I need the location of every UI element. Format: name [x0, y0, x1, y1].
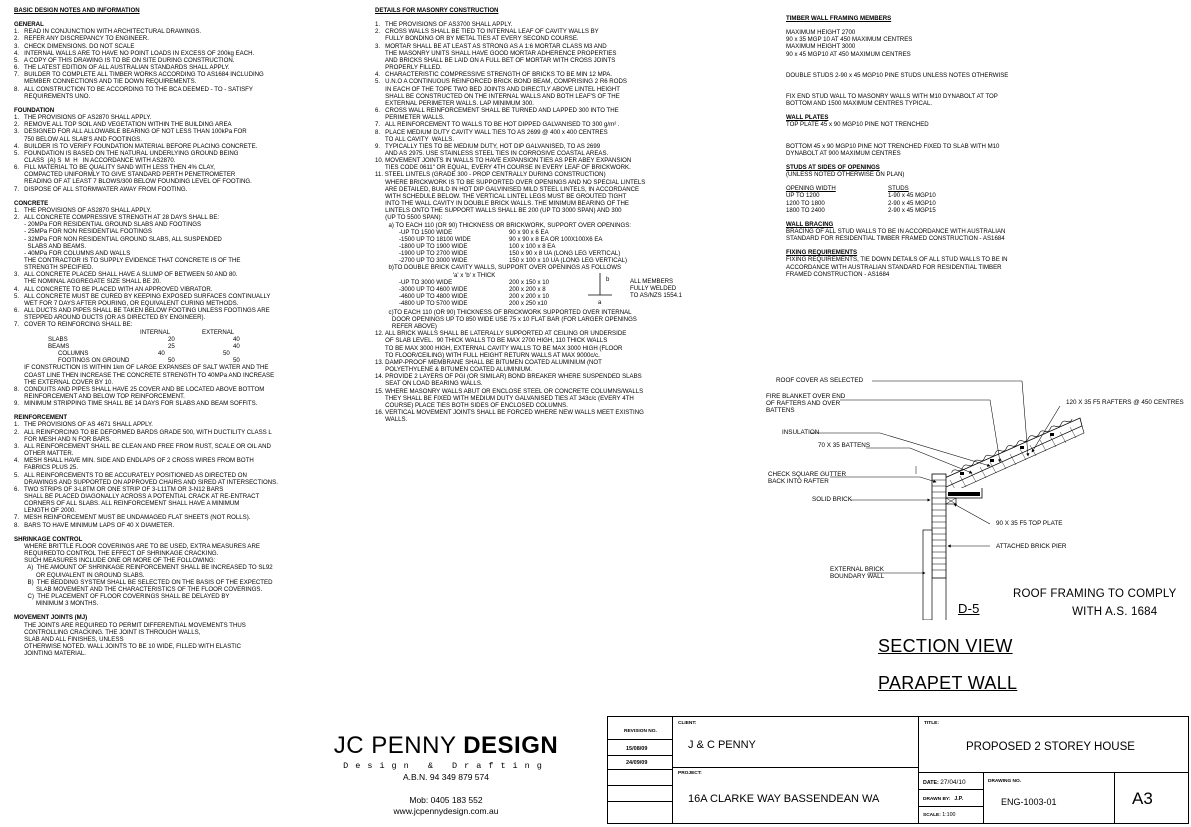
note-line: OTHER MATTER.	[14, 450, 74, 458]
note-line: 9. MINIMUM STRIPPING TIME SHALL BE 14 DAYS FOR SLABS AND BEAM SOFFITS.	[14, 400, 258, 408]
heading-wall-bracing: WALL BRACING	[786, 220, 834, 228]
note-line: 1. THE PROVISIONS OF AS2870 SHALL APPLY.	[14, 206, 152, 214]
note-line: OR EQUIVALENT IN GROUND SLABS.	[14, 571, 145, 579]
lintel-row: -2700 UP TO 3000 WIDE 150 x 100 x 10 UA (LONG LEG VERTICAL)	[399, 257, 628, 265]
lintel-row: -UP TO 1500 WIDE 90 x 90 x 6 EA	[399, 228, 549, 236]
studs-row: 1800 TO 2400 2-90 x 45 MGP15	[786, 206, 936, 214]
note-line: FIX END STUD WALL TO MASONRY WALLS WITH M10 DYNABOLT AT TOP	[786, 92, 998, 100]
note-line: (UNLESS NOTED OTHERWISE ON PLAN)	[786, 171, 905, 179]
notes-column-timber	[786, 15, 1066, 278]
comply-note: ROOF FRAMING TO COMPLY WITH A.S. 1684	[1013, 588, 1177, 618]
note-line: 12. ALL BRICK WALLS SHALL BE LATERALLY SUPPORTED AT CEILING OR UNDERSIDE	[375, 330, 627, 338]
note-line: FABRICS PLUS 25.	[14, 464, 79, 472]
concrete-notes	[14, 207, 344, 329]
note-line: A) THE AMOUNT OF SHRINKAGE REINFORCEMENT SHALL BE INCREASED TO SL92	[14, 564, 273, 572]
detail-reference: D-5	[958, 601, 980, 616]
note-line: PERIMETER WALLS.	[375, 114, 445, 122]
label-rafters: 120 X 35 F5 RAFTERS @ 450 CENTRES	[1066, 399, 1184, 406]
lintel-row: -4600 UP TO 4800 WIDE 200 x 200 x 10	[399, 293, 549, 301]
label-battens: 70 X 35 BATTENS	[818, 442, 871, 449]
scale-value: 1:100	[942, 812, 956, 818]
note-line: REINFORCEMENT AND BELOW TOP REINFORCEMENT.	[14, 392, 185, 400]
note-line: 2. CROSS WALLS SHALL BE TIED TO INTERNAL LEAF OF CAVITY WALLS BY	[375, 28, 599, 36]
section-view-title: SECTION VIEW	[878, 636, 1013, 656]
lintel-row: -UP TO 3000 WIDE 200 x 150 x 10	[399, 278, 549, 286]
note-line: STEPPED AROUND DUCTS (OR AS DIRECTED BY ENGINEER).	[14, 314, 206, 322]
note-line: 90 x 35 MGP 10 AT 450 MAXIMUM CENTRES	[786, 36, 913, 44]
note-line: IF CONSTRUCTION IS WITHIN 1km OF LARGE EXPANSES OF SALT WATER AND THE	[14, 364, 269, 372]
note-line: c)TO EACH 110 (OR 90) THICKNESS OF BRICKWORK SUPPORTED OVER INTERNAL	[375, 308, 632, 316]
note-line: - 25MPa FOR NON RESIDENTIAL FOOTINGS	[14, 228, 152, 236]
note-line: - 40MPa FOR COLUMNS AND WALLS	[14, 249, 131, 257]
revision-label: REVISION NO.	[624, 729, 657, 734]
note-line: 9. TYPICALLY TIES TO BE MEDIUM DUTY, HOT DIP GALVANISED, TO AS 2699	[375, 142, 601, 150]
label-fire-blanket: FIRE BLANKET OVER END OF RAFTERS AND OVER BATTENS	[766, 393, 846, 414]
lintel-table-b	[375, 279, 549, 308]
title-label: TITLE:	[924, 721, 939, 726]
scale-label: SCALE: 1:100	[923, 812, 956, 818]
note-line: THE EXTERNAL COVER BY 10.	[14, 378, 114, 386]
heading-masonry: DETAILS FOR MASONRY CONSTRUCTION	[375, 7, 499, 14]
welded-note: ALL MEMBERS FULLY WELDED TO AS/NZS 1554.1	[630, 277, 683, 300]
project-address: 16A CLARKE WAY BASSENDEAN WA	[688, 793, 880, 805]
note-line: DRAWINGS AND SUPPORTED ON APPROVED CHAIRS AND SIRED AT INTERSECTIONS.	[14, 478, 278, 486]
masonry-notes-cont	[375, 309, 705, 424]
note-line: SLABS AND BEAMS.	[14, 242, 87, 250]
masonry-notes	[375, 21, 705, 229]
note-line: 2. REFER ANY DISCREPANCY TO ENGINEER.	[14, 35, 149, 43]
note-line: THE NOMINAL AGGREGATE SIZE SHALL BE 20.	[14, 278, 161, 286]
note-line: (UP TO 5500 SPAN):	[375, 214, 443, 222]
note-line: THE MASONRY UNITS SHALL HAVE GOOD MORTAR ADHERENCE PROPERTIES	[375, 49, 617, 57]
project-label: PROJECT:	[678, 771, 702, 776]
note-line: JOINTING MATERIAL.	[14, 650, 87, 658]
note-line: MEMBER CONNECTIONS AND TIE DOWN REQUIREMENTS.	[14, 78, 197, 86]
sketch-label-a: a	[598, 299, 602, 306]
studs-row: UP TO 1200 1-90 x 45 MGP10	[786, 192, 936, 200]
date-value: 27/04/10	[940, 779, 966, 786]
label-roof-cover: ROOF COVER AS SELECTED	[776, 377, 864, 384]
note-line: THE JOINTS ARE REQUIRED TO PERMIT DIFFERENTIAL MOVEMENTS THUS	[14, 621, 246, 629]
note-line: 7. BUILDER TO COMPLETE ALL TIMBER WORKS ACCORDING TO AS1684 INCLUDING	[14, 71, 264, 79]
note-line: C) THE PLACEMENT OF FLOOR COVERINGS SHALL BE DELAYED BY	[14, 593, 230, 601]
note-line: 16. VERTICAL MOVEMENT JOINTS SHALL BE FORCED WHERE NEW WALLS MEET EXISTING	[375, 408, 644, 416]
studs-table	[786, 185, 1066, 214]
note-line: WHERE BRITTLE FLOOR COVERINGS ARE TO BE USED, EXTRA MEASURES ARE	[14, 542, 260, 550]
drawn-by-label: DRAWN BY: J.P.	[923, 796, 964, 802]
note-line: 7. MESH REINFORCEMENT MUST BE UNDAMAGED FLAT SHEETS (NOT ROLLS).	[14, 514, 251, 522]
label-gutter: CHECK SQUARE GUTTER BACK INTO RAFTER	[768, 471, 847, 485]
movement-joint-notes	[14, 622, 344, 658]
heading-shrinkage: SHRINKAGE CONTROL	[14, 535, 83, 543]
heading-reinforcement: REINFORCEMENT	[14, 414, 68, 422]
note-line: POLYETHYLENE & BITUMEN COATED ALUMINIUM.	[375, 366, 532, 374]
heading-movement-joints: MOVEMENT JOINTS (MJ)	[14, 614, 88, 622]
note-line: 6. TWO STRIPS OF 3-L8TM OR ONE STRIP OF 3-L11TM OR 3-N12 BARS	[14, 485, 224, 493]
parapet-wall-title: PARAPET WALL	[878, 673, 1018, 693]
note-line: MINIMUM 3 MONTHS.	[14, 600, 99, 608]
lintel-row: -4800 UP TO 5700 WIDE 200 x 250 x10	[399, 300, 548, 308]
note-line: 3. ALL REINFORCEMENT SHALL BE CLEAN AND FREE FROM RUST, SCALE OR OIL AND	[14, 442, 271, 450]
note-line: 6. ALL DUCTS AND PIPES SHALL BE TAKEN BELOW FOOTING UNLESS FOOTINGS ARE	[14, 307, 270, 315]
revision-date: 24/09/09	[626, 760, 648, 766]
note-line: PROPERLY FILLED.	[375, 64, 442, 72]
note-line: TO BE MAX 3000 HIGH, EXTERNAL CAVITY WALLS TO BE MAX 3000 HIGH (FLOOR	[375, 344, 623, 352]
lintel-row: -1900 UP TO 2700 WIDE 150 x 90 x 8 UA (LONG LEG VERTICAL)	[399, 250, 621, 258]
note-line: 3. CHECK DIMENSIONS. DO NOT SCALE	[14, 42, 135, 50]
heading-wall-plates: WALL PLATES	[786, 114, 829, 122]
cover-table-header	[48, 329, 344, 336]
note-line: 8. PLACE MEDIUM DUTY CAVITY WALL TIES TO AS 2699 @ 400 x 400 CENTRES	[375, 128, 608, 136]
note-line: LINTELS ONTO THE SUPPORT WALLS SHALL BE 200 (UP TO 3000 SPAN) AND 300	[375, 207, 622, 215]
notes-column-masonry	[375, 7, 705, 423]
note-line: FIXING REQUIREMENTS, TIE DOWN DETAILS OF ALL STUD WALLS TO BE IN	[786, 256, 1008, 264]
company-website: www.jcpennydesign.com.au	[393, 806, 499, 816]
notes-column-general	[14, 7, 344, 657]
note-line: a) TO EACH 110 (OR 90) THICKNESS OR BRICKWORK, SUPPORT OVER OPENINGS:	[375, 221, 631, 229]
note-line: 7. ALL REINFORCEMENT TO WALLS TO BE HOT DIPPED GALVANISED TO 300 g/m² .	[375, 121, 620, 129]
note-line: IN EACH OF THE TOPE TWO BED JOINTS AND DIRECTLY ABOVE LINTEL HEIGHT	[375, 85, 620, 93]
note-line: INTO THE WALL CAVITY IN DOUBLE BRICK WALLS. THE MINIMUM BEARING OF THE	[375, 200, 629, 208]
note-line: OTHERWISE NOTED. WALL JOINTS TO BE 10 WIDE, FILLED WITH ELASTIC	[14, 642, 242, 650]
note-line: B) THE BEDDING SYSTEM SHALL BE SELECTED ON THE BASIS OF THE EXPECTED	[14, 578, 273, 586]
drawn-by-value: J.P.	[954, 796, 964, 802]
note-line: 5. ALL REINFORCEMENTS TO BE ACCURATELY POSITIONED AS DIRECTED ON	[14, 471, 247, 479]
note-line: 4. INTERNAL WALLS ARE TO HAVE NO POINT LOADS IN EXCESS OF 200kg EACH.	[14, 49, 255, 57]
note-line: SLAB AND ALL FINISHES, UNLESS	[14, 635, 124, 643]
note-line: MAXIMUM HEIGHT 2700	[786, 29, 856, 37]
note-line: 8. ALL CONSTRUCTION TO BE ACCORDING TO THE BCA DEEMED - TO - SATISFY	[14, 85, 253, 93]
note-line: STANDARD FOR RESIDENTIAL TIMBER FRAMED CONSTRUCTION - AS1684	[786, 235, 1005, 243]
note-line: WET FOR 7 DAYS AFTER POURING, OR EQUIVALENT CURING METHODS.	[14, 299, 239, 307]
note-line: WALLS.	[375, 416, 408, 424]
heading-fixing: FIXING REQUIREMENTS	[786, 249, 858, 257]
cover-col-internal: INTERNAL	[140, 328, 171, 336]
note-line: DOUBLE STUDS 2-90 x 45 MGP10 PINE STUDS UNLESS NOTES OTHERWISE	[786, 71, 1009, 79]
note-line: 2. ALL CONCRETE COMPRESSIVE STRENGTH AT 28 DAYS SHALL BE:	[14, 214, 220, 222]
note-line: 3. DESIGNED FOR ALL ALLOWABLE BEARING OF NOT LESS THAN 100kPa FOR	[14, 128, 247, 136]
date-label: DATE: 27/04/10	[923, 779, 966, 786]
note-line: 4. ALL CONCRETE TO BE PLACED WITH AN APPROVED VIBRATOR.	[14, 285, 213, 293]
note-line: AND AS 2975. USE STAINLESS STEEL TIES IN CORROSIVE COASTAL AREAS.	[375, 149, 609, 157]
note-line: 2. ALL REINFORCING TO BE DEFORMED BARDS GRADE 500, WITH DUCTILITY CLASS L	[14, 428, 272, 436]
note-line: ARE DETAILED, BUILD IN HOT DIP GALVINISED MILD STEEL LINTELS, IN ACCORDANCE	[375, 185, 640, 193]
label-top-plate: 90 X 35 F5 TOP PLATE	[996, 520, 1063, 527]
note-line: 6. THE LATEST EDITION OF ALL AUSTRALIAN STANDARDS SHALL APPLY.	[14, 64, 230, 72]
note-line: TOP PLATE 45 x 90 MGP10 PINE NOT TRENCHED	[786, 121, 929, 129]
cover-row: SLABS 20 40	[48, 335, 240, 343]
note-line: COURSE) PLACE TIES BOTH SIDES OF ENCLOSED COLUMNS.	[375, 401, 568, 409]
heading-general: GENERAL	[14, 21, 44, 29]
label-boundary-wall: EXTERNAL BRICK BOUNDARY WALL	[830, 566, 885, 580]
note-line: 6. FILL MATERIAL TO BE QUALITY SAND WITH LESS THEN 4% CLAY,	[14, 164, 215, 172]
note-line: REQUIREDTO CONTROL THE EFFECT OF SHRINKAGE CRACKING.	[14, 550, 219, 558]
client-label: CLIENT:	[678, 721, 697, 726]
note-line: 1. THE PROVISIONS OF AS3700 SHALL APPLY.	[375, 21, 513, 29]
note-line: 3. MORTAR SHALL BE AT LEAST AS STRONG AS A 1:6 MORTAR CLASS M3 AND	[375, 42, 607, 50]
note-line: SHALL BE PLACED DIAGONALLY ACROSS A POTENTIAL CRACK AT RE-ENTRACT	[14, 493, 260, 500]
note-line: 1. READ IN CONJUNCTION WITH ARCHITECTURAL DRAWINGS.	[14, 28, 202, 36]
note-line: - 32MPa FOR NON RESIDENTIAL GROUND SLABS, ALL SUSPENDED	[14, 235, 222, 243]
note-line: COMPACTED UNIFORMLY TO GIVE STANDARD PERTH PENETROMETER	[14, 171, 236, 179]
note-line: 1. THE PROVISIONS OF AS2870 SHALL APPLY.	[14, 114, 152, 122]
studs-table-header: OPENING WIDTH STUDS	[786, 185, 909, 193]
note-line: 4. BUILDER IS TO VERIFY FOUNDATION MATERIAL BEFORE PLACING CONCRETE.	[14, 142, 258, 150]
lintel-table-a	[375, 229, 705, 265]
note-line: 11. STEEL LINTELS (GRADE 300 - PROP CENTRALLY DURING CONSTRUCTION)	[375, 171, 606, 179]
note-line: TO FLOOR/CEILING) WITH FULL HEIGHT RETURN WALLS AT MAX 9000c/c.	[375, 351, 600, 359]
general-notes	[14, 28, 344, 100]
note-line: b)TO DOUBLE BRICK CAVITY WALLS, SUPPORT OVER OPENINGS AS FOLLOWS	[375, 264, 622, 272]
note-line: 2. REMOVE ALL TOP SOIL AND VEGETATION WITHIN THE BUILDING AREA	[14, 121, 232, 129]
note-line: TIES CODE 0611" OR EQUAL, EVERY 4TH COURSE IN EVERY LEAF OF BRICKWORK.	[375, 164, 631, 172]
note-line: 'a' x 'b' x THICK	[375, 271, 496, 279]
foundation-notes	[14, 114, 344, 193]
cover-col-external: EXTERNAL	[202, 328, 235, 336]
sketch-label-b: b	[606, 276, 610, 283]
note-line: 7. DISPOSE OF ALL STORMWATER AWAY FROM FOOTING.	[14, 185, 188, 193]
cover-row: FOOTINGS ON GROUND 50 50	[58, 357, 240, 365]
title-block	[607, 716, 1189, 824]
lintel-row: -1500 UP TO 18100 WIDE 90 x 90 x 8 EA OR 100X100X6 EA	[399, 235, 603, 243]
note-line: 13. DAMP-PROOF MEMBRANE SHALL BE BITUMEN COATED ALUMINIUM (NOT	[375, 358, 602, 366]
note-line: STRENGTH SPECIFIED.	[14, 264, 94, 272]
note-line: CONTROLLING CRACKING. THE JOINT IS THROUGH WALLS,	[14, 628, 201, 636]
note-line: AND BRICKS SHALL BE LAID ON A FULL BET OF MORTAR WITH CROSS JOINTS	[375, 56, 616, 64]
note-line: COAST LINE THEN INCREASE THE CONCRETE STRENGTH TO 40MPa AND INCREASE	[14, 371, 275, 379]
note-line: 8. CONDUITS AND PIPES SHALL HAVE 25 COVER AND BE LOCATED ABOVE BOTTOM	[14, 385, 265, 393]
heading-studs-openings: STUDS AT SIDES OF OPENINGS	[786, 163, 880, 171]
note-line: SUCH MEASURES INCLUDE ONE OR MORE OF THE FOLLOWING:	[14, 557, 216, 565]
note-line: OF SLAB LEVEL. 90 THICK WALLS TO BE MAX 2700 HIGH, 110 THICK WALLS	[375, 337, 608, 345]
note-line: SHALL BE CONSTRUCTED ON THE INTERNAL WALLS AND BOTH LEAF'S OF THE	[375, 92, 620, 100]
note-line: 10. MOVEMENT JOINTS IN WALLS TO HAVE EXPANSION TIES AS PER ABEY EXPANSION	[375, 157, 632, 165]
note-line: 5. A COPY OF THIS DRAWING IS TO BE ON SITE DURING CONSTRUCTION.	[14, 56, 235, 64]
cover-row: COLUMNS 40 50	[58, 350, 230, 358]
note-line: 3. ALL CONCRETE PLACED SHALL HAVE A SLUMP OF BETWEEN 50 AND 80.	[14, 271, 238, 279]
note-line: DOOR OPENINGS UP TO 850 WIDE USE 75 x 10 FLAT BAR (FOR LARGER OPENINGS	[375, 315, 637, 323]
note-line: FULLY BONDING OR BY METAL TIES AT EVERY SECOND COURSE.	[375, 35, 579, 43]
note-line: SLAB MOVEMENT AND THE CHARACTERISTICS OF THE FLOOR COVERINGS.	[14, 585, 263, 593]
note-line: THE CONTRACTOR IS TO SUPPLY EVIDENCE THAT CONCRETE IS OF THE	[14, 257, 241, 264]
angle-lintel-sketch	[585, 271, 615, 307]
note-line: 7. COVER TO REINFORCING SHALL BE:	[14, 321, 133, 329]
note-line: DYNABOLT AT 900 MAXIMUM CENTRES	[786, 149, 901, 157]
note-line: 1. THE PROVISIONS OF AS 4671 SHALL APPLY.	[14, 421, 153, 429]
note-line: WHERE BRICKWORK IS TO BE SUPPORTED OVER OPENINGS AND NO SPECIAL LINTELS	[375, 178, 646, 186]
drawing-no-label: DRAWING NO.	[988, 779, 1022, 784]
drawing-number: ENG-1003-01	[1001, 797, 1057, 807]
note-line: BOTTOM AND 1500 MAXIMUM CENTRES TYPICAL.	[786, 100, 933, 108]
company-tagline: Design & Drafting	[343, 761, 549, 771]
note-line: - 20MPa FOR RESIDENTIAL GROUND SLABS AND FOOTINGS	[14, 221, 202, 229]
note-line: REFER ABOVE)	[375, 323, 437, 331]
note-line: TO ALL CAVITY WALLS.	[375, 135, 455, 143]
note-line: BRACING OF ALL STUD WALLS TO BE IN ACCORDANCE WITH AUSTRALIAN	[786, 227, 1006, 235]
note-line: 4. CHARACTERISTIC COMPRESSIVE STRENGTH OF BRICKS TO BE MIN 12 MPA.	[375, 71, 613, 79]
shrinkage-notes	[14, 543, 344, 607]
note-line: 750 BELOW ALL SLAB'S AND FOOTINGS.	[14, 135, 142, 143]
cover-row: BEAMS 25 40	[48, 342, 240, 350]
note-line: 15. WHERE MASONRY WALLS ABUT OR ENCLOSE STEEL OR CONCRETE COLUMNS/WALLS	[375, 387, 644, 395]
company-mobile: Mob: 0405 183 552	[409, 795, 483, 805]
label-solid-brick: SOLID BRICK	[812, 496, 852, 503]
sheet-size: A3	[1132, 789, 1153, 808]
note-line: WITH SCHEDULE BELOW. THE VERTICAL LINTEL LEGS MUST BE GROUTED TIGHT	[375, 192, 627, 200]
heading-concrete: CONCRETE	[14, 199, 49, 207]
heading-basic-design: BASIC DESIGN NOTES AND INFORMATION	[14, 7, 140, 14]
company-logo	[326, 732, 566, 816]
company-abn: A.B.N. 94 349 879 574	[402, 772, 489, 782]
label-brick-pier: ATTACHED BRICK PIER	[996, 543, 1067, 550]
drawing-title: PROPOSED 2 STOREY HOUSE	[966, 741, 1135, 753]
lintel-table-b-wrap	[375, 276, 705, 309]
note-line: 5. FOUNDATION IS BASED ON THE NATURAL UNDERLYING GROUND BEING	[14, 149, 239, 157]
concrete-notes-cont	[14, 364, 344, 407]
note-line: CLASS (A) S M H IN ACCORDANCE WITH AS2870.	[14, 156, 176, 164]
lintel-row: -3000 UP TO 4600 WIDE 200 x 200 x 8	[399, 285, 546, 293]
revision-date: 15/08/09	[626, 746, 648, 752]
note-line: FRAMED CONSTRUCTION - AS1684	[786, 270, 890, 278]
studs-row: 1200 TO 1800 2-90 x 45 MGP10	[786, 199, 936, 207]
note-line: BOTTOM 45 x 90 MGP10 PINE NOT TRENCHED FIXED TO SLAB WITH M10	[786, 142, 1000, 150]
note-line: REQUIREMENTS UNO.	[14, 92, 91, 100]
reinforcement-notes	[14, 421, 344, 528]
note-line: 5. ALL CONCRETE MUST BE CURED BY KEEPING EXPOSED SURFACES CONTINUALLY	[14, 292, 271, 300]
note-line: CORNERS OF ALL SLABS. ALL REINFORCEMENT SHALL HAVE A MINIMUM	[14, 500, 240, 508]
company-name: JC PENNY DESIGN	[333, 732, 559, 759]
note-line: 5. U.N.O A CONTINUOUS REINFORCED BRICK BOND BEAM, COMPRISING 2 R6 RODS	[375, 78, 627, 86]
note-line: EXTERNAL PERIMETER WALLS. LAP MINIMUM 300.	[375, 99, 534, 107]
lintel-row: -1800 UP TO 1900 WIDE 100 x 100 x 8 EA	[399, 243, 556, 250]
heading-foundation: FOUNDATION	[14, 106, 55, 114]
note-line: 8. BARS TO HAVE MINIMUM LAPS OF 40 X DIAMETER.	[14, 521, 175, 529]
note-line: LENGTH OF 2000.	[14, 507, 76, 515]
note-line: READING OF AT LEAST 7 BLOWS/300 BELOW FOUNDING LEVEL OF FOOTING.	[14, 178, 252, 186]
note-line: THEY SHALL BE FIXED WITH MEDIUM DUTY GALVANISED TIES AT 343c/c (EVERY 4TH	[375, 394, 634, 402]
parapet-section-drawing	[760, 370, 1190, 620]
note-line: SEAT ON LOAD BEARING WALLS.	[375, 380, 483, 388]
cover-table	[14, 329, 344, 365]
note-line: 14. PROVIDE 2 LAYERS OF PGI (OR SIMILAR) BOND BREAKER WHERE SUSPENDED SLABS	[375, 373, 642, 381]
client-name: J & C PENNY	[688, 739, 756, 751]
note-line: FOR MESH AND N FOR BARS.	[14, 435, 112, 443]
note-line: ACCORDANCE WITH AUSTRALIAN STANDARD FOR RESIDENTIAL TIMBER	[786, 263, 1002, 271]
note-line: 90 x 45 MGP10 AT 450 MAXIMUM CENTRES	[786, 50, 911, 58]
note-line: 4. MESH SHALL HAVE MIN. SIDE AND ENDLAPS OF 2 CROSS WIRES FROM BOTH	[14, 457, 254, 465]
note-line: 6. CROSS WALL REINFORCEMENT SHALL BE TURNED AND LAPPED 300 INTO THE	[375, 107, 619, 115]
label-insulation: INSULATION	[782, 429, 820, 436]
note-line: MAXIMUM HEIGHT 3000	[786, 43, 856, 51]
heading-timber-framing: TIMBER WALL FRAMING MEMBERS	[786, 15, 892, 22]
